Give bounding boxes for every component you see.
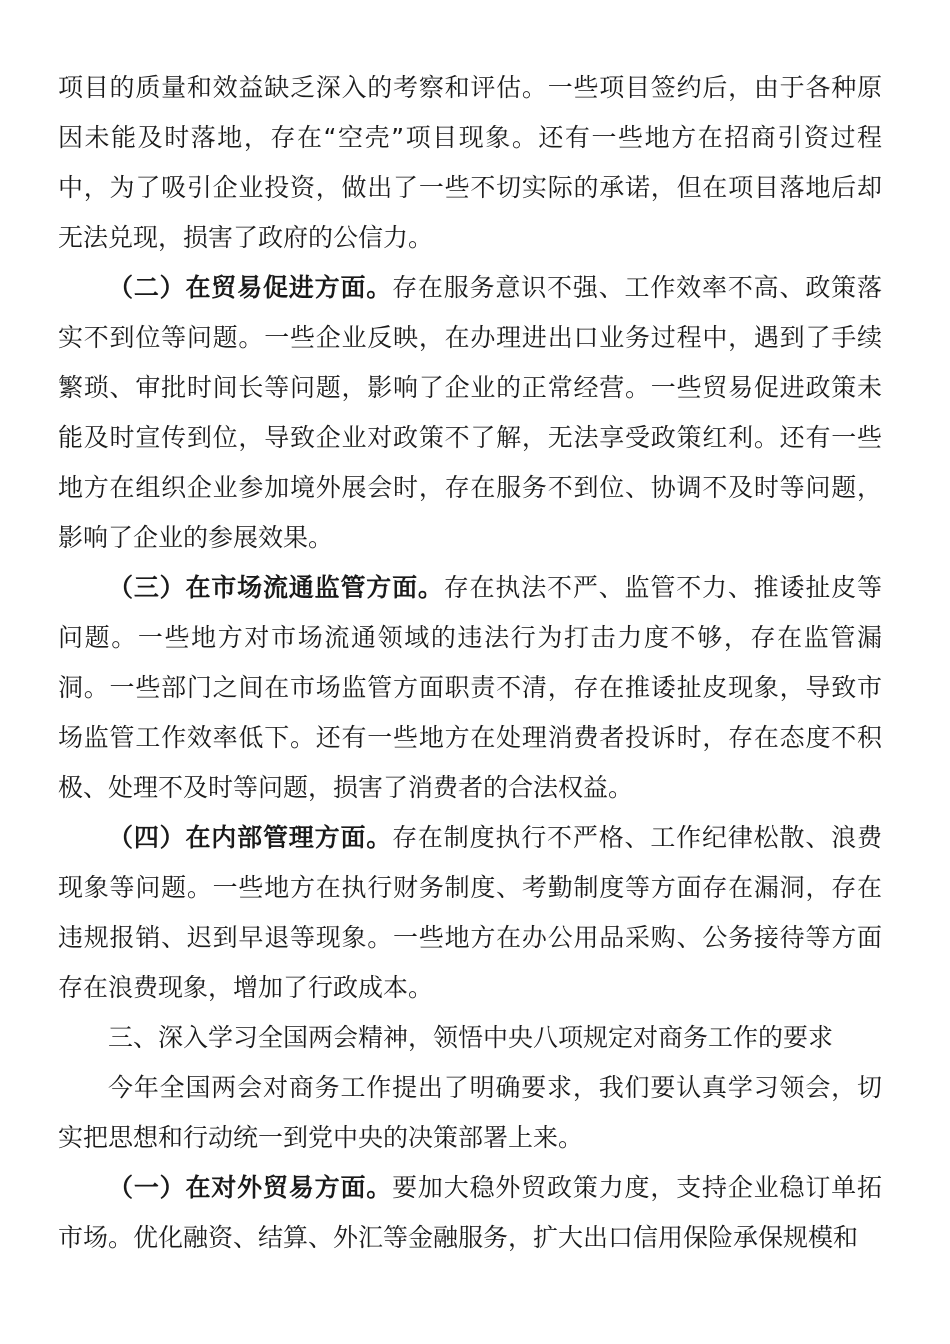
item-heading: （四）在内部管理方面。 xyxy=(108,823,393,852)
item-body: 存在服务意识不强、工作效率不高、政策落实不到位等问题。一些企业反映，在办理进出口业务过程中，遇到了手续繁琐、审批时间长等问题，影响了企业的正常经营。一些贸易促进政策未能及时宣传到位，导致企业对政策不了解，无法享受政策红利。还有一些地方在组织企业参加境外展会时，存在服务不到位、协调不及时等问题，影响了企业的参展效果。 xyxy=(58,273,882,552)
item-heading: （二）在贸易促进方面。 xyxy=(108,273,393,302)
item-body: 存在制度执行不严格、工作纪律松散、浪费现象等问题。一些地方在执行财务制度、考勤制度等方面存在漏洞，存在违规报销、迟到早退等现象。一些地方在办公用品采购、公务接待等方面存在浪费现象，增加了行政成本。 xyxy=(58,823,882,1002)
item-heading: （三）在市场流通监管方面。 xyxy=(108,573,444,602)
item-body: 要加大稳外贸政策力度，支持企业稳订单拓市场。优化融资、结算、外汇等金融服务，扩大出口信用保险承保规模和 xyxy=(58,1173,882,1252)
paragraph-internal-management xyxy=(58,813,882,1013)
section-heading: 三、深入学习全国两会精神，领悟中央八项规定对商务工作的要求 xyxy=(108,1023,834,1052)
paragraph-continuation: 项目的质量和效益缺乏深入的考察和评估。一些项目签约后，由于各种原因未能及时落地，存在“空壳”项目现象。还有一些地方在招商引资过程中，为了吸引企业投资，做出了一些不切实际的承诺，但在项目落地后却无法兑现，损害了政府的公信力。 xyxy=(58,73,882,252)
paragraph-trade-promotion xyxy=(58,263,882,563)
paragraph-market-supervision xyxy=(58,563,882,813)
paragraph-section-intro: 今年全国两会对商务工作提出了明确要求，我们要认真学习领会，切实把思想和行动统一到党中央的决策部署上来。 xyxy=(58,1073,882,1152)
paragraph-foreign-trade xyxy=(58,1163,882,1263)
item-body: 存在执法不严、监管不力、推诿扯皮等问题。一些地方对市场流通领域的违法行为打击力度不够，存在监管漏洞。一些部门之间在市场监管方面职责不清，存在推诿扯皮现象，导致市场监管工作效率低下。还有一些地方在处理消费者投诉时，存在态度不积极、处理不及时等问题，损害了消费者的合法权益。 xyxy=(58,573,882,802)
item-heading: （一）在对外贸易方面。 xyxy=(108,1173,393,1202)
